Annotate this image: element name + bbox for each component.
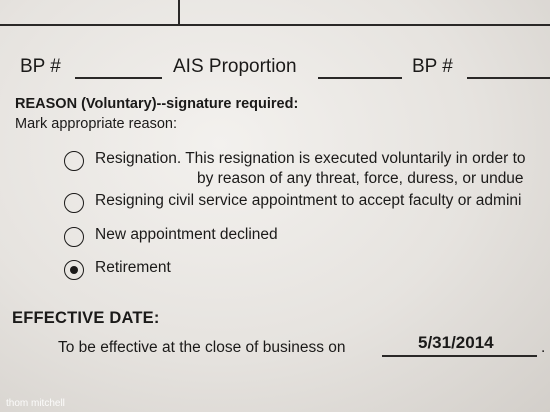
radio-new-appointment-declined[interactable]	[64, 227, 84, 247]
effective-date-period: .	[541, 339, 546, 356]
radio-retirement[interactable]	[64, 260, 84, 280]
bp-label-2: BP #	[412, 56, 453, 77]
ais-proportion-field[interactable]	[318, 77, 402, 79]
radio-civil-service[interactable]	[64, 193, 84, 213]
option-retirement: Retirement	[95, 259, 171, 276]
option-new-appointment-declined: New appointment declined	[95, 226, 278, 243]
bp-field-2[interactable]	[467, 77, 550, 79]
table-cell-divider	[178, 0, 180, 25]
table-border-line	[0, 24, 550, 26]
reason-heading: REASON (Voluntary)--signature required:	[15, 96, 299, 112]
reason-instruction: Mark appropriate reason:	[15, 116, 177, 132]
photo-credit-watermark: thom mitchell	[6, 398, 65, 409]
option-resignation-line2: by reason of any threat, force, duress, or undue	[197, 170, 524, 187]
effective-date-underline	[382, 355, 537, 357]
effective-date-value[interactable]: 5/31/2014	[418, 333, 494, 352]
option-resignation-line1: Resignation. This resignation is executed voluntarily in order to	[95, 150, 526, 167]
radio-resignation[interactable]	[64, 151, 84, 171]
radio-selected-dot	[70, 266, 78, 274]
effective-date-text: To be effective at the close of business on	[58, 339, 346, 356]
option-civil-service: Resigning civil service appointment to accept faculty or admini	[95, 192, 522, 209]
bp-field-1[interactable]	[75, 77, 162, 79]
effective-date-heading: EFFECTIVE DATE:	[12, 309, 160, 327]
ais-proportion-label: AIS Proportion	[173, 56, 297, 77]
bp-label-1: BP #	[20, 56, 61, 77]
